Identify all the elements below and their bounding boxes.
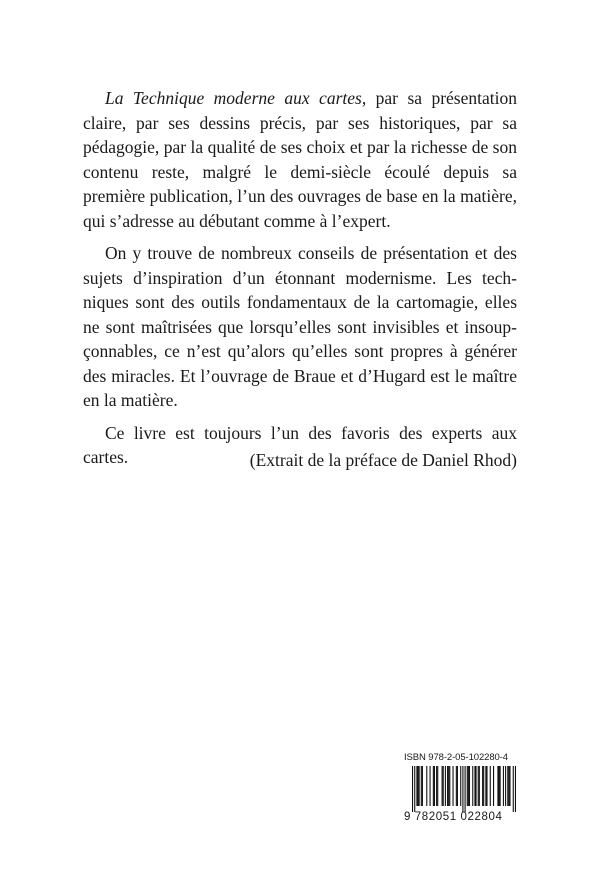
barcode-bar [508, 766, 509, 806]
barcode-bar [433, 766, 434, 806]
isbn-barcode [404, 752, 518, 826]
barcode-bar [493, 766, 494, 806]
barcode-bar [437, 766, 438, 806]
blurb-paragraph-1 [83, 86, 517, 233]
barcode-bar [490, 766, 491, 806]
barcode-bar [445, 766, 446, 806]
barcode-bar [515, 766, 516, 812]
barcode-bar [485, 766, 486, 806]
barcode-bar [417, 766, 418, 806]
book-title: La Technique moderne aux cartes [105, 88, 362, 108]
barcode-bar [412, 766, 413, 812]
barcode-bar [448, 766, 449, 806]
barcode-bar [482, 766, 483, 806]
barcode-bar [419, 766, 420, 806]
barcode-bar [497, 766, 498, 806]
barcode-bar [430, 766, 431, 806]
blurb-paragraph-1-text: , par sa présentation claire, par ses dessins précis, par ses historiques, par sa pédagogie, par la qualité de ses choix et par la richesse de son contenu reste, malgré le demi-siècle écoulé depuis sa première publication, l’un des ouvrages de base en la matière, qui s’adresse au débutant comme à l’expert. [83, 88, 517, 231]
barcode-bar [503, 766, 504, 806]
barcode-bar [447, 766, 448, 806]
barcode-bar [500, 766, 501, 806]
preface-attribution: (Extrait de la préface de Daniel Rhod) [249, 450, 517, 470]
barcode-bar [434, 766, 435, 806]
barcode-bar [426, 766, 427, 806]
back-cover-blurb [83, 86, 517, 478]
barcode-bar [449, 766, 450, 806]
barcode-bar [436, 766, 437, 806]
isbn-label: ISBN 978-2-05-102280-4 [404, 752, 508, 763]
barcode-bars [412, 766, 516, 812]
barcode-bar [469, 766, 470, 806]
barcode-bar [457, 766, 458, 806]
blurb-paragraph-3: Ce livre est toujours l’un des favoris des experts aux cartes. [83, 422, 517, 467]
barcode-bar [443, 766, 444, 806]
barcode-bar [498, 766, 499, 806]
barcode-bar [456, 766, 457, 806]
barcode-bar [421, 766, 422, 806]
barcode-bar [513, 766, 514, 812]
barcode-bar [416, 766, 417, 806]
barcode-bar [486, 766, 487, 806]
barcode-bar [507, 766, 508, 806]
barcode-bar [474, 766, 475, 806]
barcode-bar [505, 766, 506, 806]
barcode-bar [453, 766, 454, 806]
barcode-bar [414, 766, 415, 812]
barcode-bar [479, 766, 480, 806]
barcode-bar [478, 766, 479, 806]
barcode-bar [467, 766, 468, 806]
barcode-bar [472, 766, 473, 806]
barcode-bar [462, 766, 463, 812]
barcode-bar [442, 766, 443, 806]
barcode-bar [465, 766, 466, 812]
barcode-bar [468, 766, 469, 806]
barcode-bar [509, 766, 510, 806]
blurb-paragraph-2: On y trouve de nombreux conseils de présentation et des sujets d’inspiration d’un étonnant modernisme. Les techniques sont des outils fondamentaux de la cartomagie, elles ne sont maîtrisées que lorsqu’elles sont invisibles et insoupçonnables, ce n’est qu’alors qu’elles sont propres à générer des miracles. Et l’ouvrage de Braue et d’Hugard est le maître en la matière. [83, 243, 517, 410]
barcode-digits: 9 782051 022804 [404, 811, 503, 823]
barcode-bar [483, 766, 484, 806]
barcode-bar [475, 766, 476, 806]
barcode-bar [460, 766, 461, 806]
barcode-bar [422, 766, 423, 806]
